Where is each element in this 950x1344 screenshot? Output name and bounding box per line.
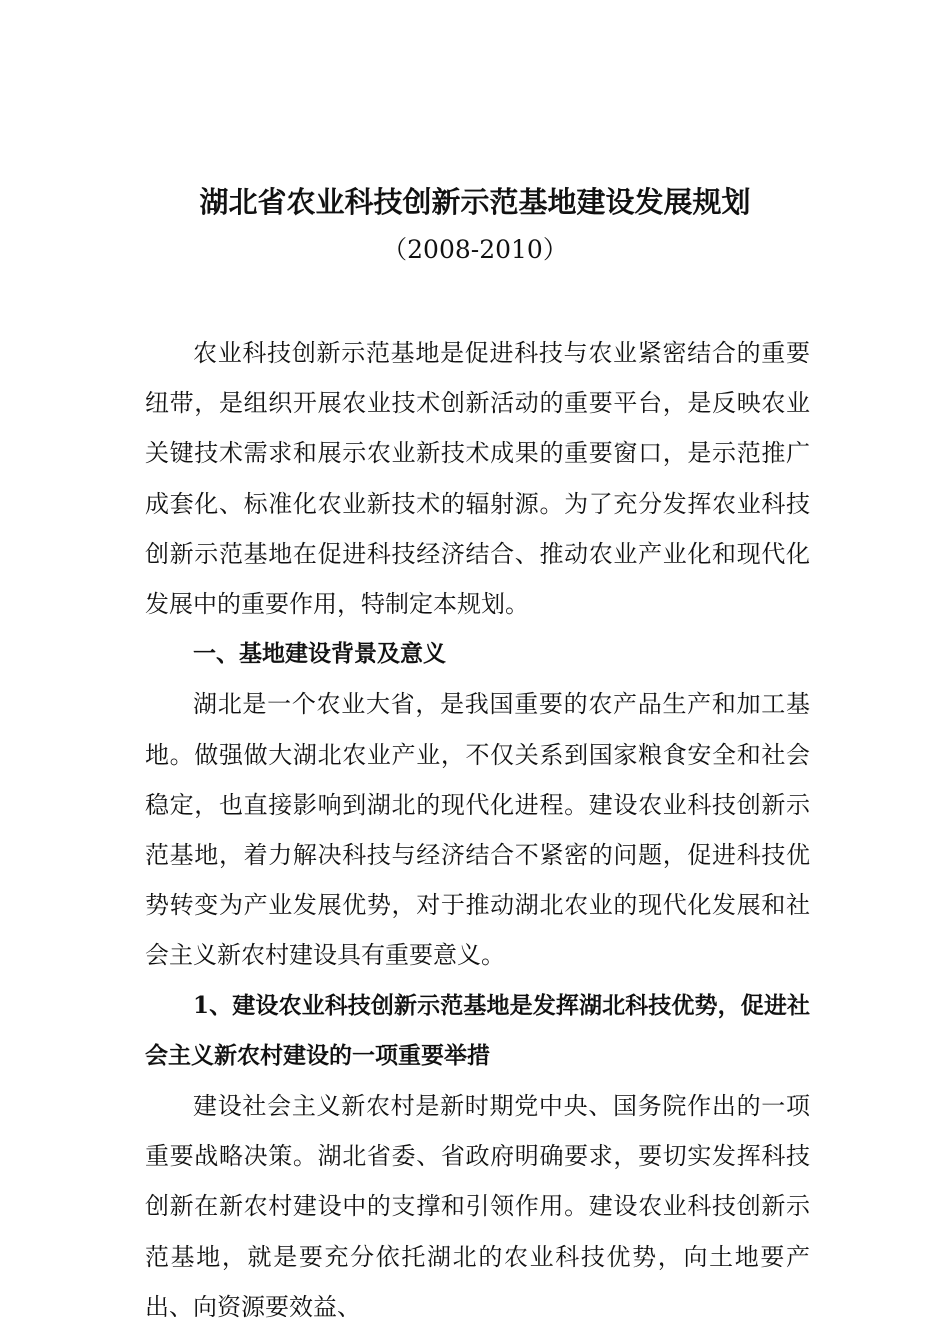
section-heading-background: 一、基地建设背景及意义 — [193, 640, 446, 668]
document-body — [145, 328, 810, 1332]
paragraph-intro: 农业科技创新示范基地是促进科技与农业紧密结合的重要纽带，是组织开展农业技术创新活动的重要平台，是反映农业关键技术需求和展示农业新技术成果的重要窗口，是示范推广成套化、标准化农业新技术的辐射源。为了充分发挥农业科技创新示范基地在促进科技经济结合、推动农业产业化和现代化发展中的重要作用，特制定本规划。 — [145, 339, 810, 619]
document-title: 湖北省农业科技创新示范基地建设发展规划 — [199, 185, 751, 219]
subsection-heading-1: 1、建设农业科技创新示范基地是发挥湖北科技优势，促进社会主义新农村建设的一项重要举措 — [145, 991, 810, 1069]
paragraph-background: 湖北是一个农业大省，是我国重要的农产品生产和加工基地。做强做大湖北农业产业，不仅关系到国家粮食安全和社会稳定，也直接影响到湖北的现代化进程。建设农业科技创新示范基地，着力解决科技与经济结合不紧密的问题，促进科技优势转变为产业发展优势，对于推动湖北农业的现代化发展和社会主义新农村建设具有重要意义。 — [145, 690, 810, 970]
document-subtitle: （2008-2010） — [382, 235, 568, 264]
paragraph-subsection-1: 建设社会主义新农村是新时期党中央、国务院作出的一项重要战略决策。湖北省委、省政府明确要求，要切实发挥科技创新在新农村建设中的支撑和引领作用。建设农业科技创新示范基地，就是要充分依托湖北的农业科技优势，向土地要产出、向资源要效益、 — [145, 1092, 810, 1321]
